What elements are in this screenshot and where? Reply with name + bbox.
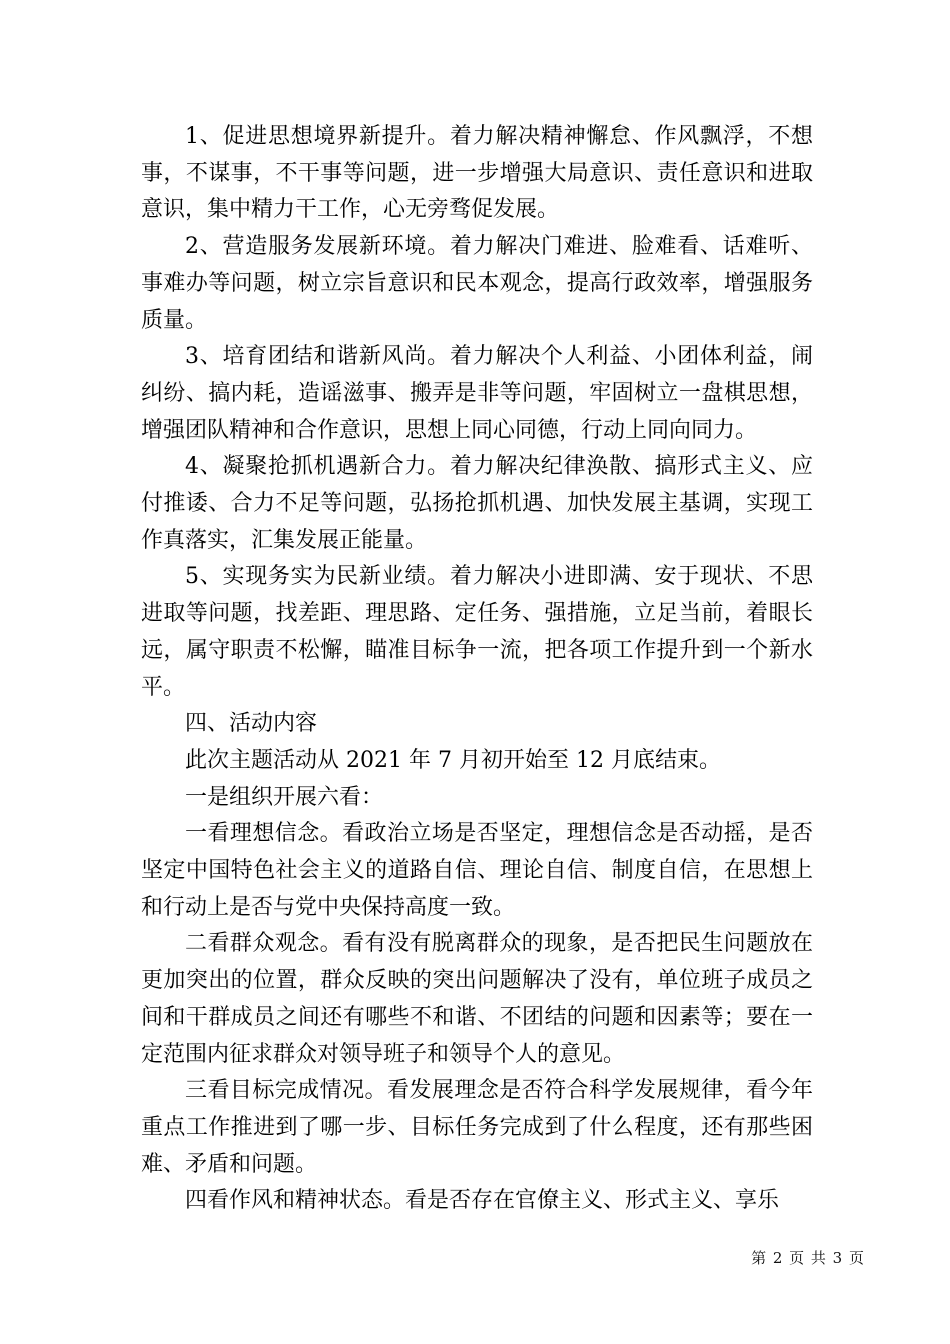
document-body [141, 119, 813, 1220]
paragraph-look-2-masses: 二看群众观念。看有没有脱离群众的现象，是否把民生问题放在更加突出的位置，群众反映的突出问题解决了没有，单位班子成员之间和干群成员之间还有哪些不和谐、不团结的问题和因素等；要在一定范围内征求群众对领导班子和领导个人的意见。 [141, 931, 813, 1067]
paragraph-item-2: 2、营造服务发展新环境。着力解决门难进、脸难看、话难听、事难办等问题，树立宗旨意识和民本观念，提高行政效率，增强服务质量。 [141, 234, 813, 333]
paragraph-six-looks-intro: 一是组织开展六看： [185, 784, 384, 810]
paragraph-item-4: 4、凝聚抢抓机遇新合力。着力解决纪律涣散、搞形式主义、应付推诿、合力不足等问题，弘扬抢抓机遇、加快发展主基调，实现工作真落实，汇集发展正能量。 [141, 454, 813, 553]
section-heading-activity-content: 四、活动内容 [185, 711, 318, 737]
paragraph-item-5: 5、实现务实为民新业绩。着力解决小进即满、安于现状、不思进取等问题，找差距、理思路、定任务、强措施，立足当前，着眼长远，属守职责不松懈，瞄准目标争一流，把各项工作提升到一个新水平。 [141, 564, 813, 700]
paragraph-activity-dates: 此次主题活动从 2021 年 7 月初开始至 12 月底结束。 [185, 747, 721, 773]
page-number: 第 2 页 共 3 页 [751, 1249, 865, 1267]
paragraph-item-1: 1、促进思想境界新提升。着力解决精神懈怠、作风飘浮，不想事，不谋事，不干事等问题，进一步增强大局意识、责任意识和进取意识，集中精力干工作，心无旁骛促发展。 [141, 124, 813, 223]
paragraph-item-3: 3、培育团结和谐新风尚。着力解决个人利益、小团体利益，闹纠纷、搞内耗，造谣滋事、搬弄是非等问题，牢固树立一盘棋思想，增强团队精神和合作意识，思想上同心同德，行动上同向同力。 [141, 344, 813, 443]
paragraph-look-1-ideals: 一看理想信念。看政治立场是否坚定，理想信念是否动摇，是否坚定中国特色社会主义的道路自信、理论自信、制度自信，在思想上和行动上是否与党中央保持高度一致。 [141, 821, 813, 920]
paragraph-look-3-goals: 三看目标完成情况。看发展理念是否符合科学发展规律，看今年重点工作推进到了哪一步、目标任务完成到了什么程度，还有那些困难、矛盾和问题。 [141, 1078, 813, 1177]
paragraph-look-4-workstyle: 四看作风和精神状态。看是否存在官僚主义、形式主义、享乐 [185, 1188, 780, 1214]
